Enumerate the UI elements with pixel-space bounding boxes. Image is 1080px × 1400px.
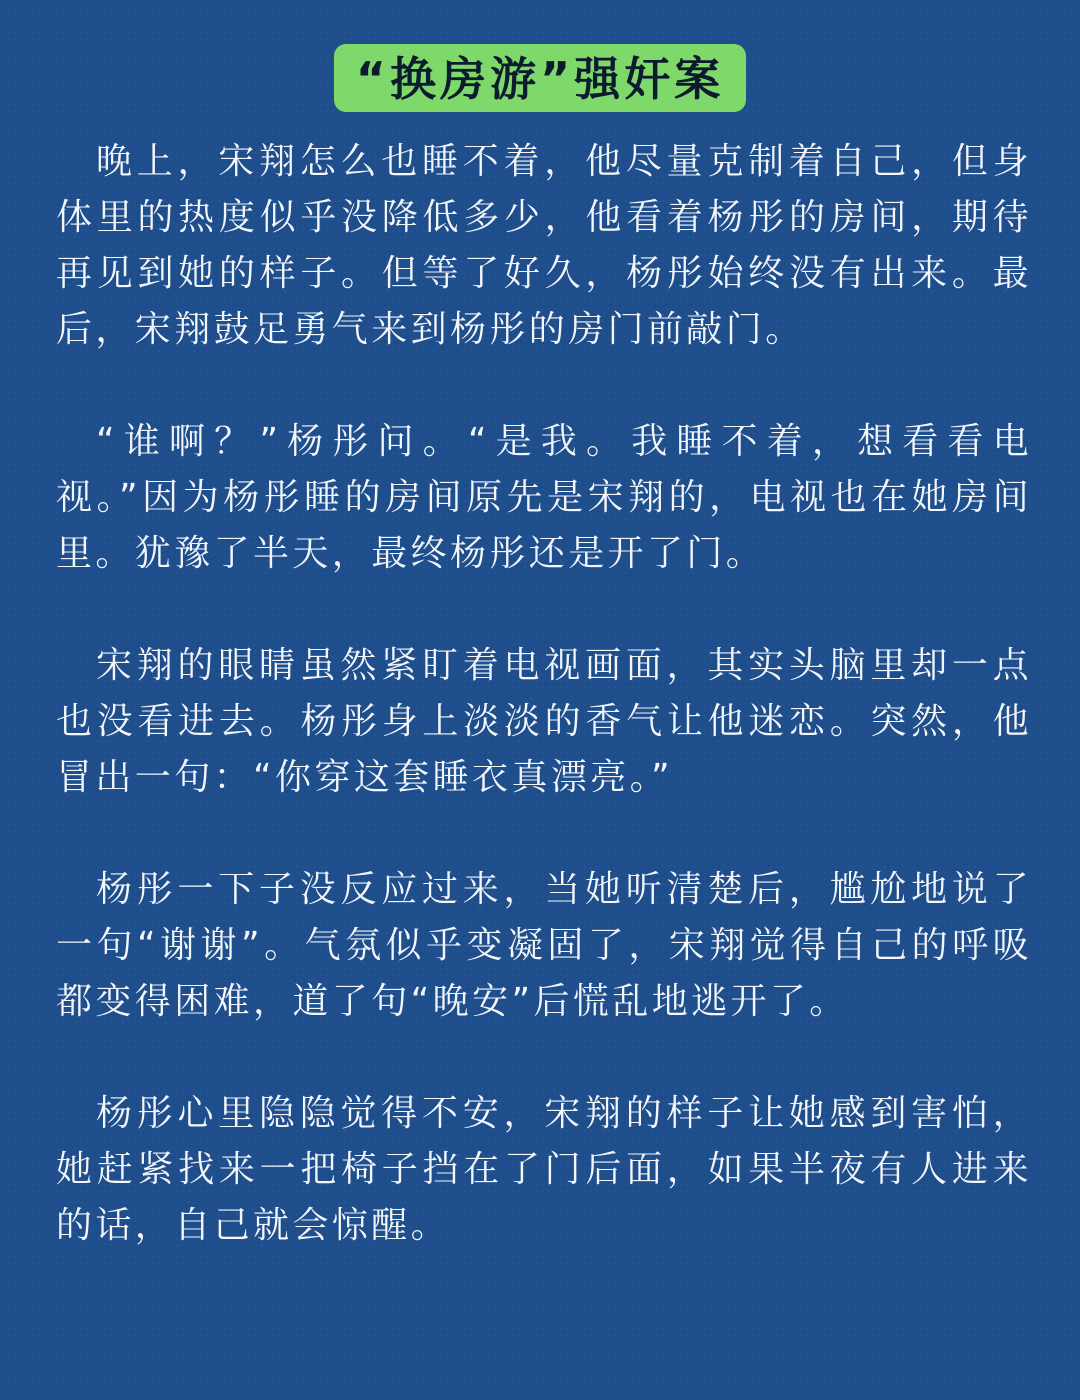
paragraph-1: 晚上，宋翔怎么也睡不着，他尽量克制着自己，但身体里的热度似乎没降低多少，他看着杨彤的房间，期待再见到她的样子。但等了好久，杨彤始终没有出来。最后，宋翔鼓足勇气来到杨彤的房门前敲门。	[56, 141, 1032, 350]
paragraph-2: “谁啊？”杨彤问。“是我。我睡不着，想看看电视。”因为杨彤睡的房间原先是宋翔的，电视也在她房间里。犹豫了半天，最终杨彤还是开了门。	[56, 421, 1032, 574]
paragraph-5: 杨彤心里隐隐觉得不安，宋翔的样子让她感到害怕，她赶紧找来一把椅子挡在了门后面，如果半夜有人进来的话，自己就会惊醒。	[56, 1093, 1032, 1246]
paragraph-3: 宋翔的眼睛虽然紧盯着电视画面，其实头脑里却一点也没看进去。杨彤身上淡淡的香气让他迷恋。突然，他冒出一句：“你穿这套睡衣真漂亮。”	[56, 645, 1032, 798]
article-body	[56, 134, 1032, 1310]
paragraph-4: 杨彤一下子没反应过来，当她听清楚后，尴尬地说了一句“谢谢”。气氛似乎变凝固了，宋翔觉得自己的呼吸都变得困难，道了句“晚安”后慌乱地逃开了。	[56, 869, 1032, 1022]
page-title: “换房游”强奸案	[334, 44, 746, 112]
title-container	[0, 44, 1080, 112]
